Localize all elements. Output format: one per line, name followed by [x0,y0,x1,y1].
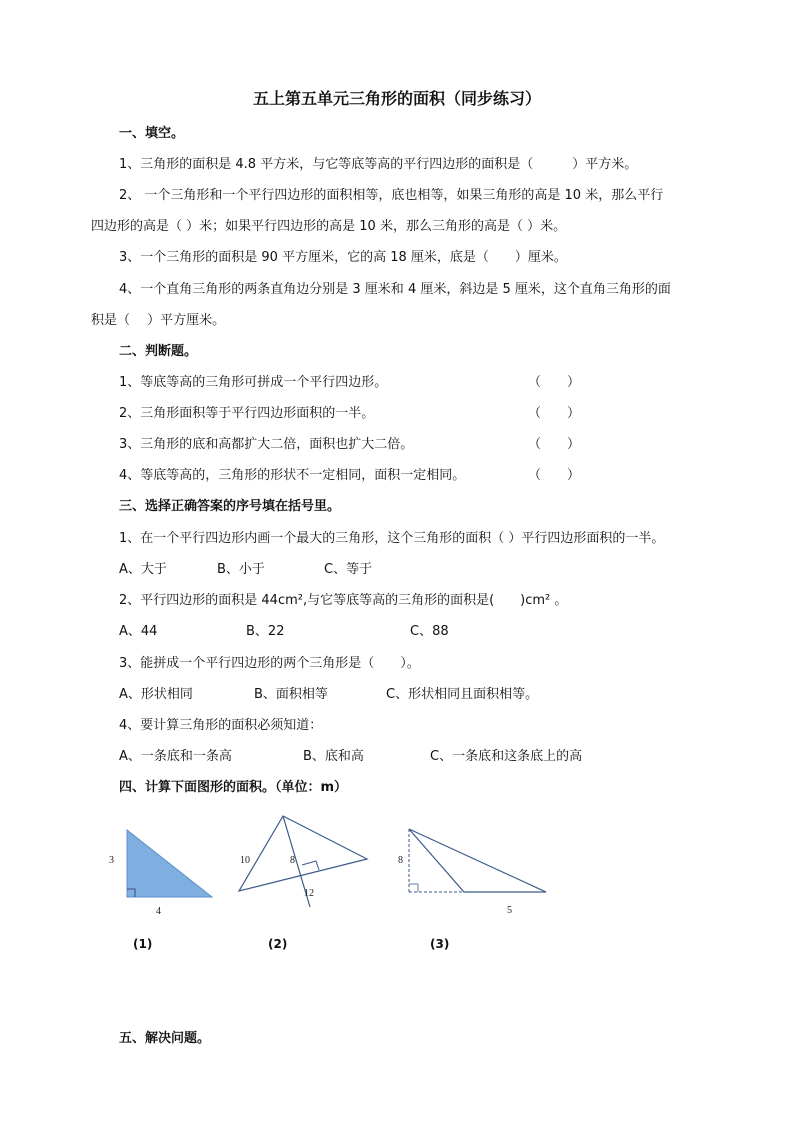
worksheet-title: 五上第五单元三角形的面积（同步练习） [252,89,541,108]
section-2-heading: 二、判断题。 [119,344,198,359]
sec3-question-2: 2、平行四边形的面积是 44cm²,与它等底等高的三角形的面积是( )cm² 。 [119,593,568,608]
sec3-q3-option-c: C、形状相同且面积相等。 [386,687,539,702]
figure-3-triangle [390,820,560,920]
sec2-item-3-blank: （ ） [528,437,581,452]
figure-2-right-angle-mark [302,861,319,870]
figure-3-shape [409,829,546,892]
section-3-heading: 三、选择正确答案的序号填在括号里。 [119,499,341,514]
sec3-q4-option-b: B、底和高 [303,749,364,764]
sec1-question-4-line-2: 积是（ ）平方厘米。 [91,313,226,328]
figure-2-side-label: 10 [240,855,250,866]
section-5-heading: 五、解决问题。 [119,1031,211,1046]
sec3-q1-option-c: C、等于 [324,562,373,577]
figure-1-shape [127,830,212,897]
figure-2-height-label: 8 [290,855,295,866]
section-4-heading: 四、计算下面图形的面积。（单位：m） [119,780,348,795]
figure-2-shape [239,816,367,891]
sec3-q2-option-a: A、44 [119,624,158,639]
figure-1-base-label: 4 [156,906,161,917]
figure-2-triangle [230,808,380,908]
sec3-q4-option-a: A、一条底和一条高 [119,749,232,764]
figure-3-base-label: 5 [507,905,512,916]
sec1-question-3: 3、一个三角形的面积是 90 平方厘米，它的高 18 厘米，底是（ ）厘米。 [119,250,567,265]
sec2-item-2-blank: （ ） [528,406,581,421]
figure-2-label: (2) [268,937,288,951]
sec3-question-3: 3、能拼成一个平行四边形的两个三角形是（ ）。 [119,656,420,671]
sec3-question-4: 4、要计算三角形的面积必须知道： [119,718,323,733]
figure-2-base-label: 12 [304,888,314,899]
sec2-item-1-blank: （ ） [528,375,581,390]
figure-1-label: (1) [133,937,153,951]
sec1-question-2-line-1: 2、 一个三角形和一个平行四边形的面积相等，底也相等，如果三角形的高是 10 米，那么平行 [119,188,664,203]
sec3-q2-option-c: C、88 [410,624,449,639]
figure-3-label: (3) [430,937,450,951]
sec3-q4-option-c: C、一条底和这条底上的高 [430,749,583,764]
sec1-question-2-line-2: 四边形的高是（ ）米；如果平行四边形的高是 10 米，那么三角形的高是（ ）米。 [91,219,567,234]
sec2-item-4-blank: （ ） [528,468,581,483]
sec3-q1-option-b: B、小于 [217,562,265,577]
sec1-question-4-line-1: 4、一个直角三角形的两条直角边分别是 3 厘米和 4 厘米，斜边是 5 厘米，这个直角三角形的面 [119,282,671,297]
figure-1-right-triangle [100,820,230,920]
sec2-item-2: 2、三角形面积等于平行四边形面积的一半。 [119,406,375,421]
sec3-q1-option-a: A、大于 [119,562,167,577]
sec3-question-1: 1、在一个平行四边形内画一个最大的三角形，这个三角形的面积（ ）平行四边形面积的一半。 [119,531,665,546]
sec2-item-4: 4、等底等高的，三角形的形状不一定相同，面积一定相同。 [119,468,466,483]
figure-1-side-label: 3 [109,855,114,866]
sec2-item-3: 3、三角形的底和高都扩大二倍，面积也扩大二倍。 [119,437,414,452]
sec2-item-1: 1、等底等高的三角形可拼成一个平行四边形。 [119,375,388,390]
sec3-q3-option-b: B、面积相等 [254,687,328,702]
section-1-heading: 一、填空。 [119,126,185,141]
sec3-q2-option-b: B、22 [246,624,285,639]
sec1-question-1: 1、三角形的面积是 4.8 平方米，与它等底等高的平行四边形的面积是（ ）平方米。 [119,157,638,172]
figure-3-height-label: 8 [398,855,403,866]
figure-3-right-angle-mark [409,884,418,892]
sec3-q3-option-a: A、形状相同 [119,687,193,702]
